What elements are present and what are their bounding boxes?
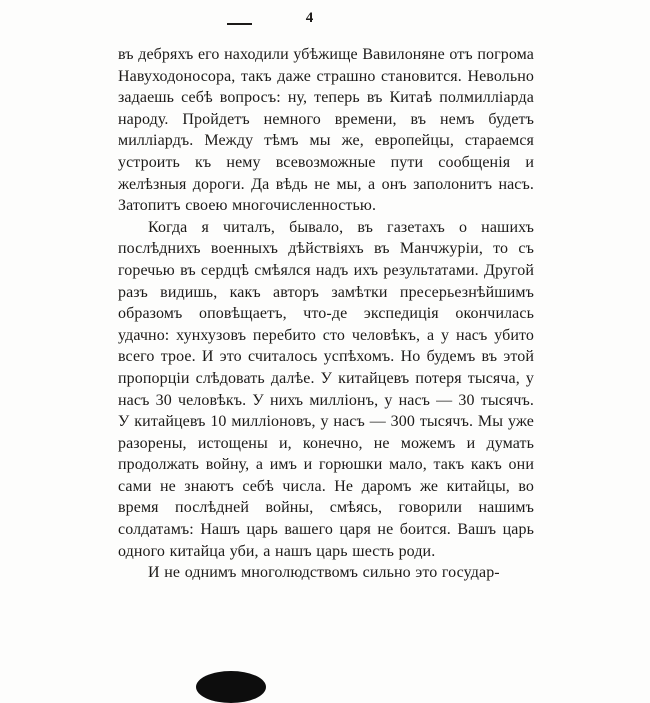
page-number: 4	[305, 10, 315, 26]
text-block	[118, 44, 534, 584]
paragraph-continuation: въ дебряхъ его находили убѣжище Вавилоняне отъ погрома Навуходоносора, такъ даже страшно становится. Невольно задаешь себѣ вопросъ: ну, теперь въ Китаѣ полмилліарда народу. Пройдетъ немного времени, въ немъ будетъ милліардъ. Между тѣмъ мы же, европейцы, стараемся устроить къ нему всевозможные пути сообщенія и желѣзныя дороги. Да вѣдь не мы, а онъ заполонитъ насъ. Затопитъ своею многочисленностью.	[118, 46, 534, 215]
page-header	[0, 10, 650, 36]
bottom-illustration-fragment	[196, 671, 266, 703]
paragraph: Когда я читалъ, бывало, въ газетахъ о нашихъ послѣднихъ военныхъ дѣйствіяхъ въ Манчжуріи, то съ горечью въ сердцѣ смѣялся надъ ихъ результатами. Другой разъ видишь, какъ авторъ замѣтки пресерьезнѣйшимъ образомъ оповѣщаетъ, что-де экспедиція окончилась удачно: хунхузовъ перебито сто человѣкъ, а у насъ убито всего трое. И это считалось успѣхомъ. Но будемъ въ этой пропорціи слѣдовать далѣе. У китайцевъ потеря тысяча, у насъ 30 человѣкъ. У нихъ милліонъ, у насъ — 30 тысячъ. У китайцевъ 10 милліоновъ, у насъ — 300 тысячъ. Мы уже разорены, истощены и, конечно, не можемъ и думать продолжать войну, а имъ и горюшки мало, такъ какъ они сами не знаютъ себѣ числа. Не даромъ же китайцы, во время послѣдней войны, смѣясь, говорили нашимъ солдатамъ: Нашъ царь вашего царя не боится. Вашъ царь одного китайца уби, а нашъ царь шесть роди.	[118, 218, 534, 560]
paragraph: И не однимъ многолюдствомъ сильно это государ-	[148, 564, 500, 582]
